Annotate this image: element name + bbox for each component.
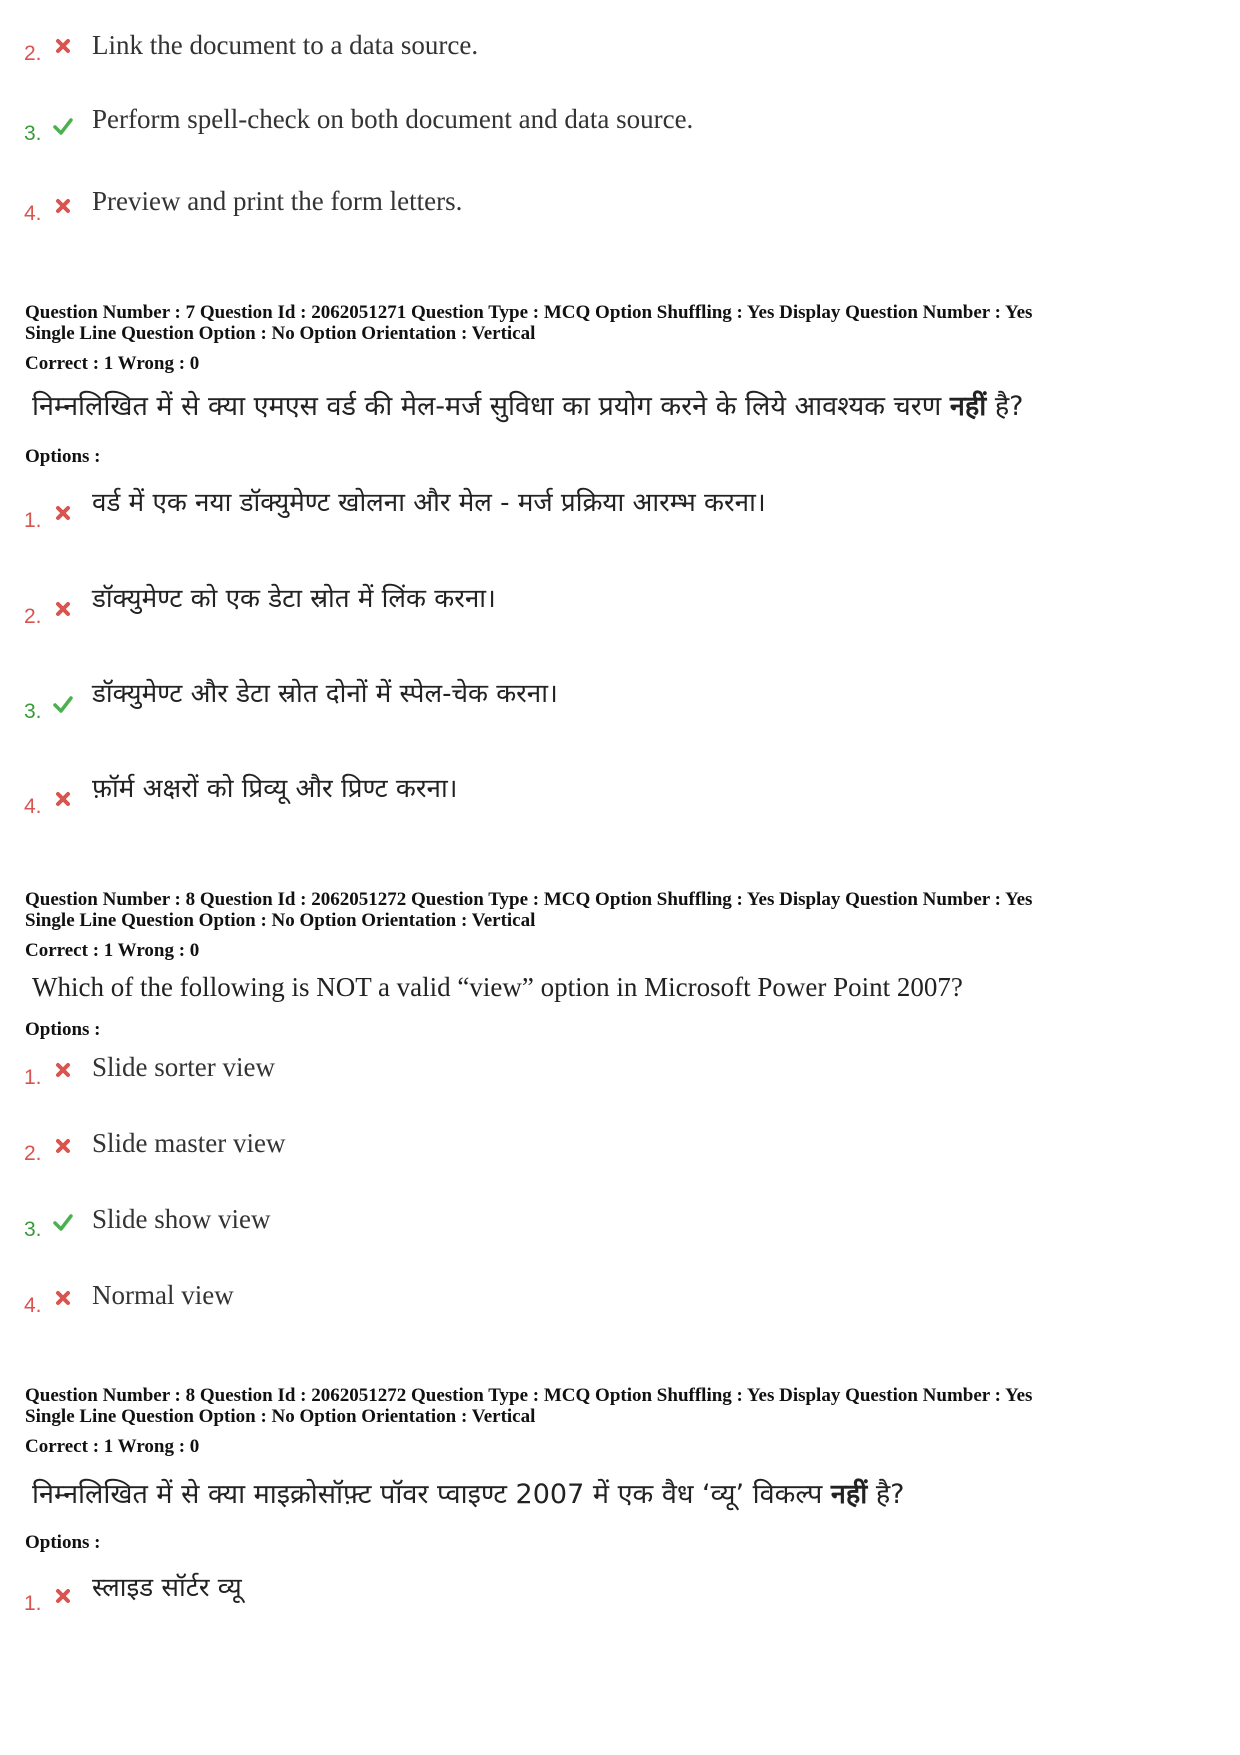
option-number: 1.	[24, 1592, 42, 1615]
option-number: 2.	[24, 605, 42, 628]
correct-icon	[53, 1212, 73, 1232]
option-row	[0, 1568, 1200, 1628]
option-text: वर्ड में एक नया डॉक्युमेण्ट खोलना और मेल - मर्ज प्रक्रिया आरम्भ करना।	[92, 488, 766, 518]
question-meta-line1: Question Number : 8 Question Id : 2062051272 Question Type : MCQ Option Shuffling : Yes Display Question Number : Yes	[25, 1385, 1033, 1406]
option-text: स्लाइड सॉर्टर व्यू	[92, 1573, 242, 1603]
question-meta	[25, 889, 1032, 931]
option-row	[0, 1280, 1200, 1340]
option-text: Link the document to a data source.	[92, 30, 479, 60]
wrong-icon	[53, 1060, 73, 1080]
option-text: Preview and print the form letters.	[92, 186, 463, 216]
option-row	[0, 769, 1200, 829]
question-meta-line1: Question Number : 7 Question Id : 2062051271 Question Type : MCQ Option Shuffling : Yes Display Question Number : Yes	[25, 302, 1033, 323]
option-row	[0, 1128, 1200, 1188]
question-text: निम्नलिखित में से क्या एमएस वर्ड की मेल-मर्ज सुविधा का प्रयोग करने के लिये आवश्यक चरण नहीं है?	[32, 391, 1024, 422]
correct-icon	[53, 116, 73, 136]
options-label: Options :	[25, 1532, 101, 1553]
wrong-icon	[53, 196, 73, 216]
wrong-icon	[53, 503, 73, 523]
score-line: Correct : 1 Wrong : 0	[25, 1436, 200, 1457]
wrong-icon	[53, 1136, 73, 1156]
option-text: डॉक्युमेण्ट को एक डेटा स्रोत में लिंक करना।	[92, 584, 496, 614]
option-number: 3.	[24, 1218, 42, 1241]
wrong-icon	[53, 789, 73, 809]
score-line: Correct : 1 Wrong : 0	[25, 940, 200, 961]
question-text: Which of the following is NOT a valid “view” option in Microsoft Power Point 2007?	[32, 972, 963, 1002]
option-number: 2.	[24, 42, 42, 65]
wrong-icon	[53, 599, 73, 619]
option-row	[0, 483, 1200, 543]
option-text: Normal view	[92, 1280, 234, 1310]
question-meta-line2: Single Line Question Option : No Option Orientation : Vertical	[25, 1406, 536, 1427]
correct-icon	[53, 694, 73, 714]
option-number: 2.	[24, 1142, 42, 1165]
score-line: Correct : 1 Wrong : 0	[25, 353, 200, 374]
option-row	[0, 30, 1200, 90]
options-label: Options :	[25, 1019, 101, 1040]
option-number: 3.	[24, 122, 42, 145]
option-text: Perform spell-check on both document and data source.	[92, 104, 694, 134]
options-label: Options :	[25, 446, 101, 467]
option-number: 1.	[24, 509, 42, 532]
question-meta-line2: Single Line Question Option : No Option Orientation : Vertical	[25, 323, 536, 344]
option-text: Slide show view	[92, 1204, 271, 1234]
option-number: 4.	[24, 795, 42, 818]
wrong-icon	[53, 1586, 73, 1606]
question-meta	[25, 1385, 1032, 1427]
question-meta	[25, 302, 1032, 344]
option-row	[0, 186, 1200, 246]
question-meta-line2: Single Line Question Option : No Option Orientation : Vertical	[25, 910, 536, 931]
option-number: 4.	[24, 1294, 42, 1317]
question-text: निम्नलिखित में से क्या माइक्रोसॉफ़्ट पॉवर प्वाइण्ट 2007 में एक वैध ‘व्यू’ विकल्प नहीं है?	[32, 1479, 905, 1510]
option-row	[0, 104, 1200, 164]
question-meta-line1: Question Number : 8 Question Id : 2062051272 Question Type : MCQ Option Shuffling : Yes Display Question Number : Yes	[25, 889, 1033, 910]
option-row	[0, 1052, 1200, 1112]
wrong-icon	[53, 36, 73, 56]
option-text: फ़ॉर्म अक्षरों को प्रिव्यू और प्रिण्ट करना।	[92, 774, 458, 804]
option-text: डॉक्युमेण्ट और डेटा स्रोत दोनों में स्पेल-चेक करना।	[92, 679, 558, 709]
option-number: 1.	[24, 1066, 42, 1089]
option-number: 3.	[24, 700, 42, 723]
option-text: Slide sorter view	[92, 1052, 275, 1082]
option-row	[0, 579, 1200, 639]
question-emphasis: नहीं	[830, 1479, 868, 1510]
wrong-icon	[53, 1288, 73, 1308]
option-text: Slide master view	[92, 1128, 286, 1158]
option-number: 4.	[24, 202, 42, 225]
question-emphasis: नहीं	[949, 391, 987, 422]
option-row	[0, 674, 1200, 734]
option-row	[0, 1204, 1200, 1264]
